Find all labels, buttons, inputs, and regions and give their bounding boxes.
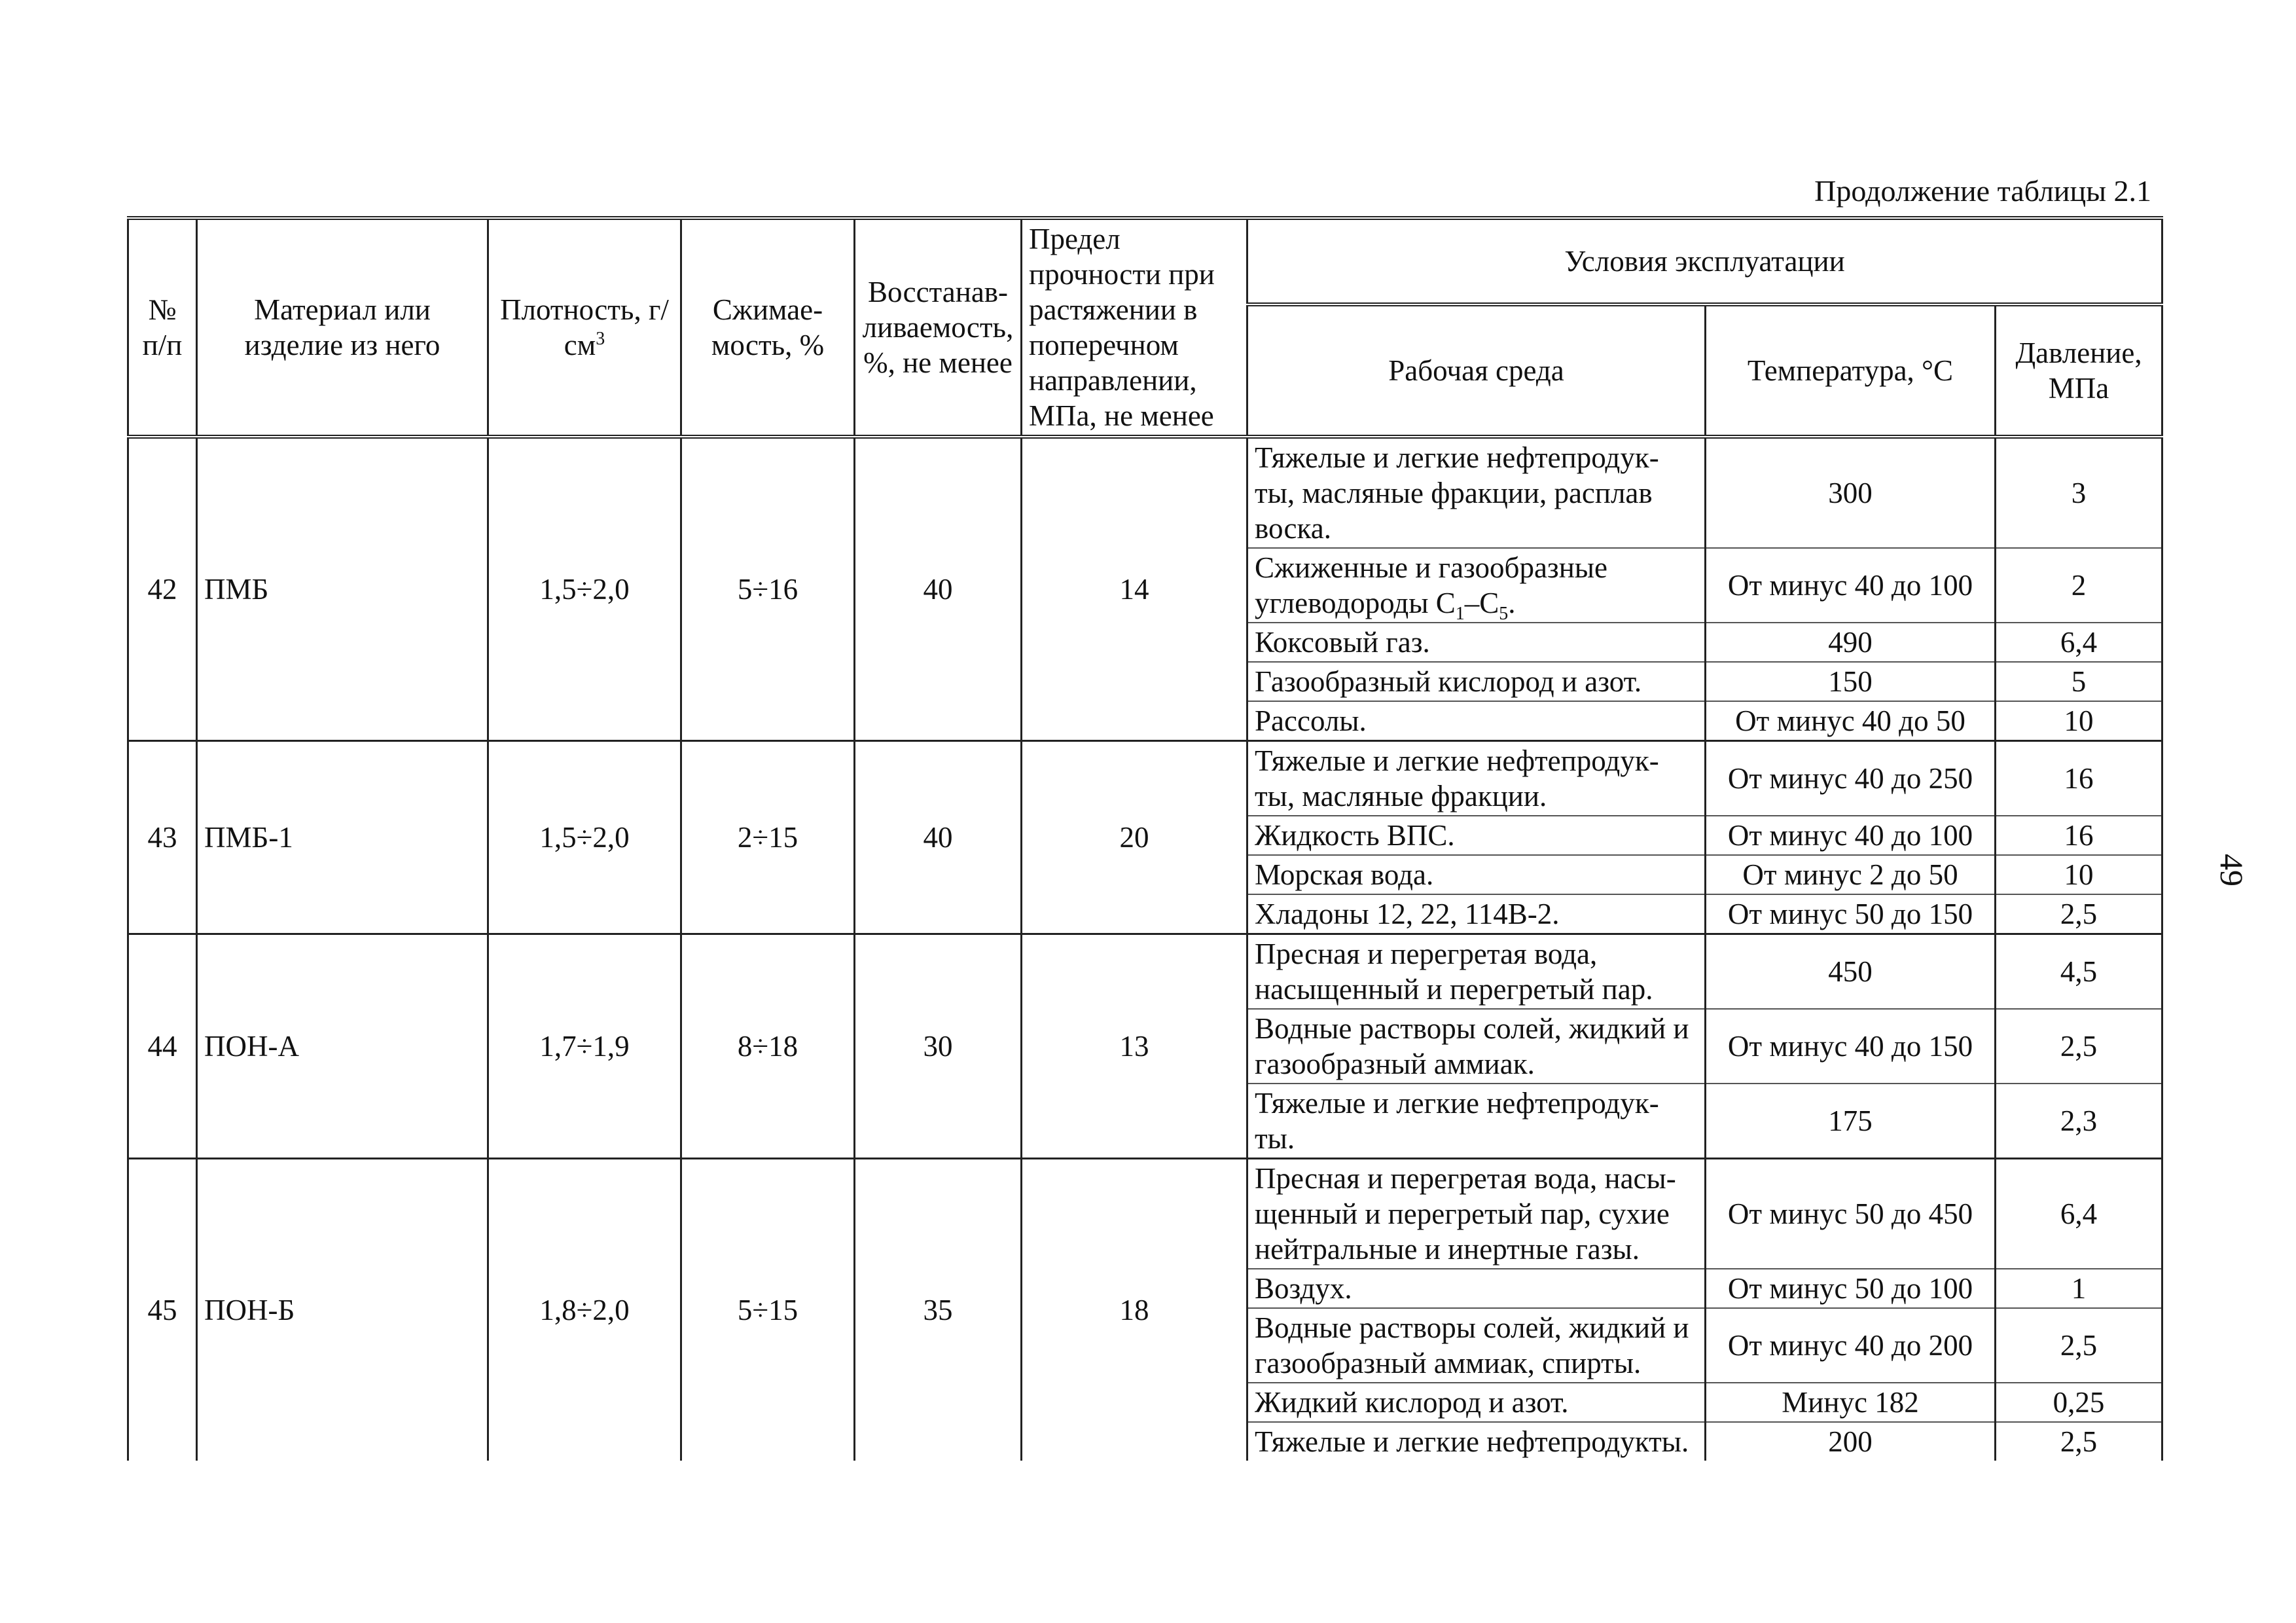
- temperature-cell: От минус 40 до 100: [1706, 816, 1996, 855]
- pressure-cell: 16: [1996, 816, 2162, 855]
- compressibility-cell: 2÷15: [681, 741, 855, 934]
- temperature-cell: От минус 40 до 50: [1706, 701, 1996, 741]
- pressure-cell: 2,5: [1996, 1308, 2162, 1383]
- table-row: [128, 1159, 2162, 1269]
- pressure-cell: 4,5: [1996, 934, 2162, 1010]
- material-cell: ПОН-Б: [197, 1159, 488, 1461]
- pressure-cell: 2,3: [1996, 1084, 2162, 1159]
- row-num-cell: 44: [128, 934, 197, 1159]
- density-cell: 1,5÷2,0: [488, 437, 681, 741]
- temperature-cell: От минус 50 до 100: [1706, 1269, 1996, 1308]
- temperature-cell: 450: [1706, 934, 1996, 1010]
- header-working-medium: Рабочая среда: [1247, 304, 1706, 437]
- strength-cell: 18: [1022, 1159, 1247, 1461]
- header-operating-conditions: Условия эксплуатации: [1247, 218, 2162, 304]
- pressure-cell: 10: [1996, 855, 2162, 894]
- temperature-cell: От минус 2 до 50: [1706, 855, 1996, 894]
- recovery-cell: 40: [855, 437, 1022, 741]
- material-cell: ПМБ: [197, 437, 488, 741]
- working-medium-cell: Тяжелые и легкие нефтепродук-ты.: [1247, 1084, 1706, 1159]
- working-medium-cell: Жидкий кислород и азот.: [1247, 1383, 1706, 1422]
- recovery-cell: 40: [855, 741, 1022, 934]
- working-medium-cell: Воздух.: [1247, 1269, 1706, 1308]
- temperature-cell: От минус 50 до 450: [1706, 1159, 1996, 1269]
- header-compressibility: Сжимае-мость, %: [681, 218, 855, 437]
- header-density: Плотность, $г/см^3$: [488, 218, 681, 437]
- working-medium-cell: Тяжелые и легкие нефтепродукты.: [1247, 1422, 1706, 1461]
- table-row: [128, 934, 2162, 1010]
- working-medium-cell: Коксовый газ.: [1247, 623, 1706, 662]
- temperature-cell: От минус 40 до 150: [1706, 1009, 1996, 1084]
- strength-cell: 20: [1022, 741, 1247, 934]
- row-num-cell: 45: [128, 1159, 197, 1461]
- compressibility-cell: 5÷16: [681, 437, 855, 741]
- table-row: [128, 437, 2162, 548]
- working-medium-cell: Тяжелые и легкие нефтепродук-ты, масляные фракции.: [1247, 741, 1706, 816]
- working-medium-cell: Тяжелые и легкие нефтепродук-ты, масляные фракции, расплав воска.: [1247, 437, 1706, 548]
- density-cell: 1,8÷2,0: [488, 1159, 681, 1461]
- header-pressure: Давление, МПа: [1996, 304, 2162, 437]
- pressure-cell: 6,4: [1996, 1159, 2162, 1269]
- working-medium-cell: Рассолы.: [1247, 701, 1706, 741]
- table-body: [128, 437, 2162, 1461]
- working-medium-cell: Водные растворы солей, жидкий и газообразный аммиак, спирты.: [1247, 1308, 1706, 1383]
- density-cell: 1,5÷2,0: [488, 741, 681, 934]
- pressure-cell: 2,5: [1996, 894, 2162, 934]
- temperature-cell: От минус 50 до 150: [1706, 894, 1996, 934]
- material-cell: ПОН-А: [197, 934, 488, 1159]
- recovery-cell: 30: [855, 934, 1022, 1159]
- working-medium-cell: Пресная и перегретая вода, насыщенный и перегретый пар.: [1247, 934, 1706, 1010]
- pressure-cell: 3: [1996, 437, 2162, 548]
- working-medium-cell: Хладоны 12, 22, 114B-2.: [1247, 894, 1706, 934]
- header-num: № п/п: [128, 218, 197, 437]
- temperature-cell: От минус 40 до 250: [1706, 741, 1996, 816]
- pressure-cell: 0,25: [1996, 1383, 2162, 1422]
- temperature-cell: 150: [1706, 662, 1996, 701]
- header-material: Материал или изделие из него: [197, 218, 488, 437]
- pressure-cell: 2: [1996, 548, 2162, 623]
- compressibility-cell: 5÷15: [681, 1159, 855, 1461]
- temperature-cell: От минус 40 до 100: [1706, 548, 1996, 623]
- specification-table: [127, 216, 2163, 1461]
- pressure-cell: 6,4: [1996, 623, 2162, 662]
- header-temperature: Температура, °C: [1706, 304, 1996, 437]
- page-number: 49: [2214, 854, 2250, 886]
- temperature-cell: 175: [1706, 1084, 1996, 1159]
- row-num-cell: 42: [128, 437, 197, 741]
- strength-cell: 14: [1022, 437, 1247, 741]
- density-cell: 1,7÷1,9: [488, 934, 681, 1159]
- temperature-cell: От минус 40 до 200: [1706, 1308, 1996, 1383]
- row-num-cell: 43: [128, 741, 197, 934]
- strength-cell: 13: [1022, 934, 1247, 1159]
- temperature-cell: 300: [1706, 437, 1996, 548]
- pressure-cell: 10: [1996, 701, 2162, 741]
- header-recovery: Восстанав-ливаемость, %, не менее: [855, 218, 1022, 437]
- working-medium-cell: Водные растворы солей, жидкий и газообразный аммиак.: [1247, 1009, 1706, 1084]
- header-tensile-strength: Предел прочности при растяжении в поперечном направлении, МПа, не менее: [1022, 218, 1247, 437]
- working-medium-cell: Жидкость ВПС.: [1247, 816, 1706, 855]
- material-cell: ПМБ-1: [197, 741, 488, 934]
- pressure-cell: 1: [1996, 1269, 2162, 1308]
- temperature-cell: 200: [1706, 1422, 1996, 1461]
- pressure-cell: 16: [1996, 741, 2162, 816]
- working-medium-cell: Газообразный кислород и азот.: [1247, 662, 1706, 701]
- pressure-cell: 5: [1996, 662, 2162, 701]
- table-caption: Продолжение таблицы 2.1: [1814, 174, 2151, 208]
- working-medium-cell: Сжиженные и газообразные углеводороды $C_1-C_5$.: [1247, 548, 1706, 623]
- working-medium-cell: Морская вода.: [1247, 855, 1706, 894]
- pressure-cell: 2,5: [1996, 1422, 2162, 1461]
- pressure-cell: 2,5: [1996, 1009, 2162, 1084]
- compressibility-cell: 8÷18: [681, 934, 855, 1159]
- table-row: [128, 741, 2162, 816]
- working-medium-cell: Пресная и перегретая вода, насы-щенный и перегретый пар, сухие нейтральные и инертные газы.: [1247, 1159, 1706, 1269]
- temperature-cell: Минус 182: [1706, 1383, 1996, 1422]
- temperature-cell: 490: [1706, 623, 1996, 662]
- recovery-cell: 35: [855, 1159, 1022, 1461]
